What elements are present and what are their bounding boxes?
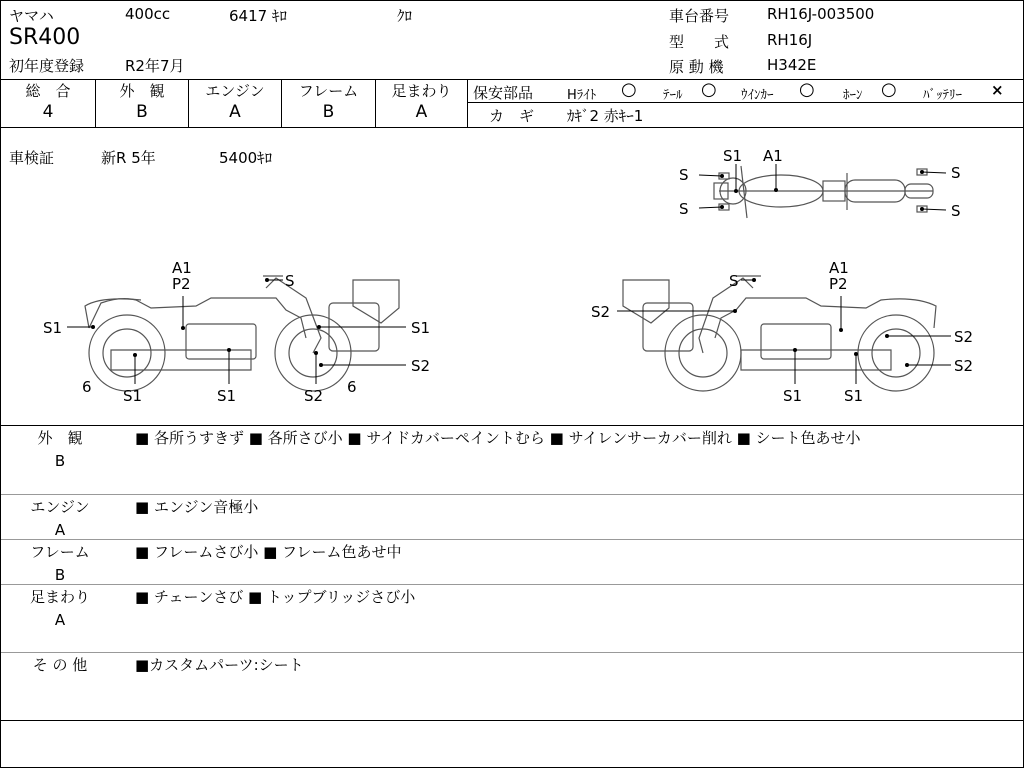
engine-model-label: 原 動 機 (669, 58, 724, 76)
note-category-label: フレーム (30, 543, 90, 561)
mark-label: A1 (172, 259, 192, 277)
divider (1, 494, 1023, 495)
safety-parts-label: 保安部品 (473, 84, 534, 102)
safety-item-tail: ﾃｰﾙ (663, 88, 683, 103)
safety-item-headlight: Hﾗｲﾄ (567, 88, 597, 103)
note-text: ■ エンジン音極小 (135, 498, 259, 516)
color: ｸﾛ (397, 7, 413, 25)
maker: ヤマハ (9, 7, 54, 25)
grade-value: 4 (42, 102, 54, 122)
grade-label: エンジン (205, 82, 265, 100)
note-row-engine (1, 496, 1023, 538)
inspection-mileage: 5400ｷﾛ (219, 149, 273, 167)
note-row-frame (1, 541, 1023, 583)
mark-label: S (729, 272, 739, 290)
model-name: SR400 (9, 25, 81, 50)
bike-left-view (85, 276, 399, 391)
type-value: RH16J (767, 31, 813, 49)
divider (1, 425, 1023, 426)
mark-label: S2 (411, 357, 431, 375)
grade-label: 外 観 (119, 82, 165, 100)
displacement: 400cc (125, 5, 171, 23)
safety-mark: ○ (881, 79, 897, 100)
bike-right-view (623, 276, 936, 391)
mark-label: 6 (347, 378, 357, 396)
key-value: ｶｷﾞ2 赤ｷｰ1 (567, 107, 644, 125)
mark-label: S2 (954, 357, 974, 375)
mark-label: S1 (123, 387, 143, 405)
note-category-label: エンジン (30, 498, 90, 516)
note-row-exterior (1, 427, 1023, 493)
mark-label: S (951, 164, 961, 182)
mark-label: S2 (591, 303, 611, 321)
first-registration-value: R2年7月 (125, 57, 185, 75)
mark-label: A1 (763, 147, 783, 165)
mark-label: P2 (172, 275, 191, 293)
note-category (21, 654, 99, 677)
grade-engine (189, 81, 281, 125)
inspection-value: 新R 5年 (101, 149, 156, 167)
safety-mark: ○ (799, 79, 815, 100)
note-category (21, 541, 99, 587)
mark-label: S1 (411, 319, 431, 337)
divider (1, 539, 1023, 540)
mark-label: S1 (723, 147, 743, 165)
divider (1, 720, 1023, 721)
inspection-label: 車検証 (9, 149, 55, 167)
safety-item-winker: ｳｲﾝｶｰ (741, 88, 774, 103)
mark-label: S (285, 272, 295, 290)
grade-value: B (322, 102, 335, 122)
grade-exterior (96, 81, 188, 125)
grade-label: フレーム (298, 82, 359, 100)
note-row-suspension (1, 586, 1023, 650)
safety-mark: ○ (621, 79, 637, 100)
first-registration-label: 初年度登録 (9, 57, 85, 75)
note-category (21, 427, 99, 473)
divider (1, 584, 1023, 585)
mark-label: S (679, 166, 689, 184)
safety-item-horn: ﾎｰﾝ (843, 88, 863, 103)
mark-label: S1 (43, 319, 63, 337)
note-row-other (1, 654, 1023, 718)
mark-label: S (951, 202, 961, 220)
leader-lines (67, 164, 951, 384)
key-label: カ ギ (489, 107, 535, 125)
grade-frame (282, 81, 375, 125)
engine-model-value: H342E (767, 56, 817, 74)
mileage: 6417 ｷﾛ (229, 7, 287, 25)
safety-item-battery: ﾊﾞｯﾃﾘｰ (923, 88, 962, 103)
mark-label: P2 (829, 275, 848, 293)
frame-number-label: 車台番号 (669, 7, 730, 25)
note-text: ■ チェーンさび ■ トップブリッジさび小 (135, 588, 416, 606)
grade-value: A (415, 102, 428, 122)
grade-overall (1, 81, 95, 125)
mark-label: S1 (217, 387, 237, 405)
divider (1, 652, 1023, 653)
note-category-label: 足まわり (29, 588, 90, 606)
note-grade: A (54, 611, 66, 629)
note-grade: B (54, 452, 66, 470)
safety-mark: × (991, 81, 1004, 99)
mark-label: S2 (304, 387, 324, 405)
safety-mark: ○ (701, 79, 717, 100)
note-grade: A (54, 521, 66, 539)
mark-label: A1 (829, 259, 849, 277)
note-text: ■ フレームさび小 ■ フレーム色あせ中 (135, 543, 402, 561)
divider (467, 79, 468, 127)
note-text: ■ 各所うすきず ■ 各所さび小 ■ サイドカバーペイントむら ■ サイレンサーカバー削れ ■ シート色あせ小 (135, 429, 861, 447)
mark-label: S2 (954, 328, 974, 346)
frame-number-value: RH16J-003500 (767, 5, 875, 23)
grade-value: B (136, 102, 148, 122)
mark-label: S (679, 200, 689, 218)
note-category-label: 外 観 (37, 429, 83, 447)
note-category (21, 496, 99, 542)
mark-label: S1 (844, 387, 864, 405)
grade-suspension (376, 81, 467, 125)
note-category (21, 586, 99, 632)
divider (1, 79, 1023, 80)
damage-diagram (1, 128, 1023, 425)
grade-label: 足まわり (391, 82, 452, 100)
bike-top-view (714, 166, 933, 218)
note-category-label: そ の 他 (32, 656, 88, 674)
mark-label: 6 (82, 378, 92, 396)
note-grade: B (54, 566, 66, 584)
note-text: ■カスタムパーツ:シート (135, 656, 304, 674)
mark-label: S1 (783, 387, 803, 405)
grade-value: A (229, 102, 241, 122)
type-label: 型 式 (669, 33, 730, 51)
grade-label: 総 合 (25, 82, 71, 100)
